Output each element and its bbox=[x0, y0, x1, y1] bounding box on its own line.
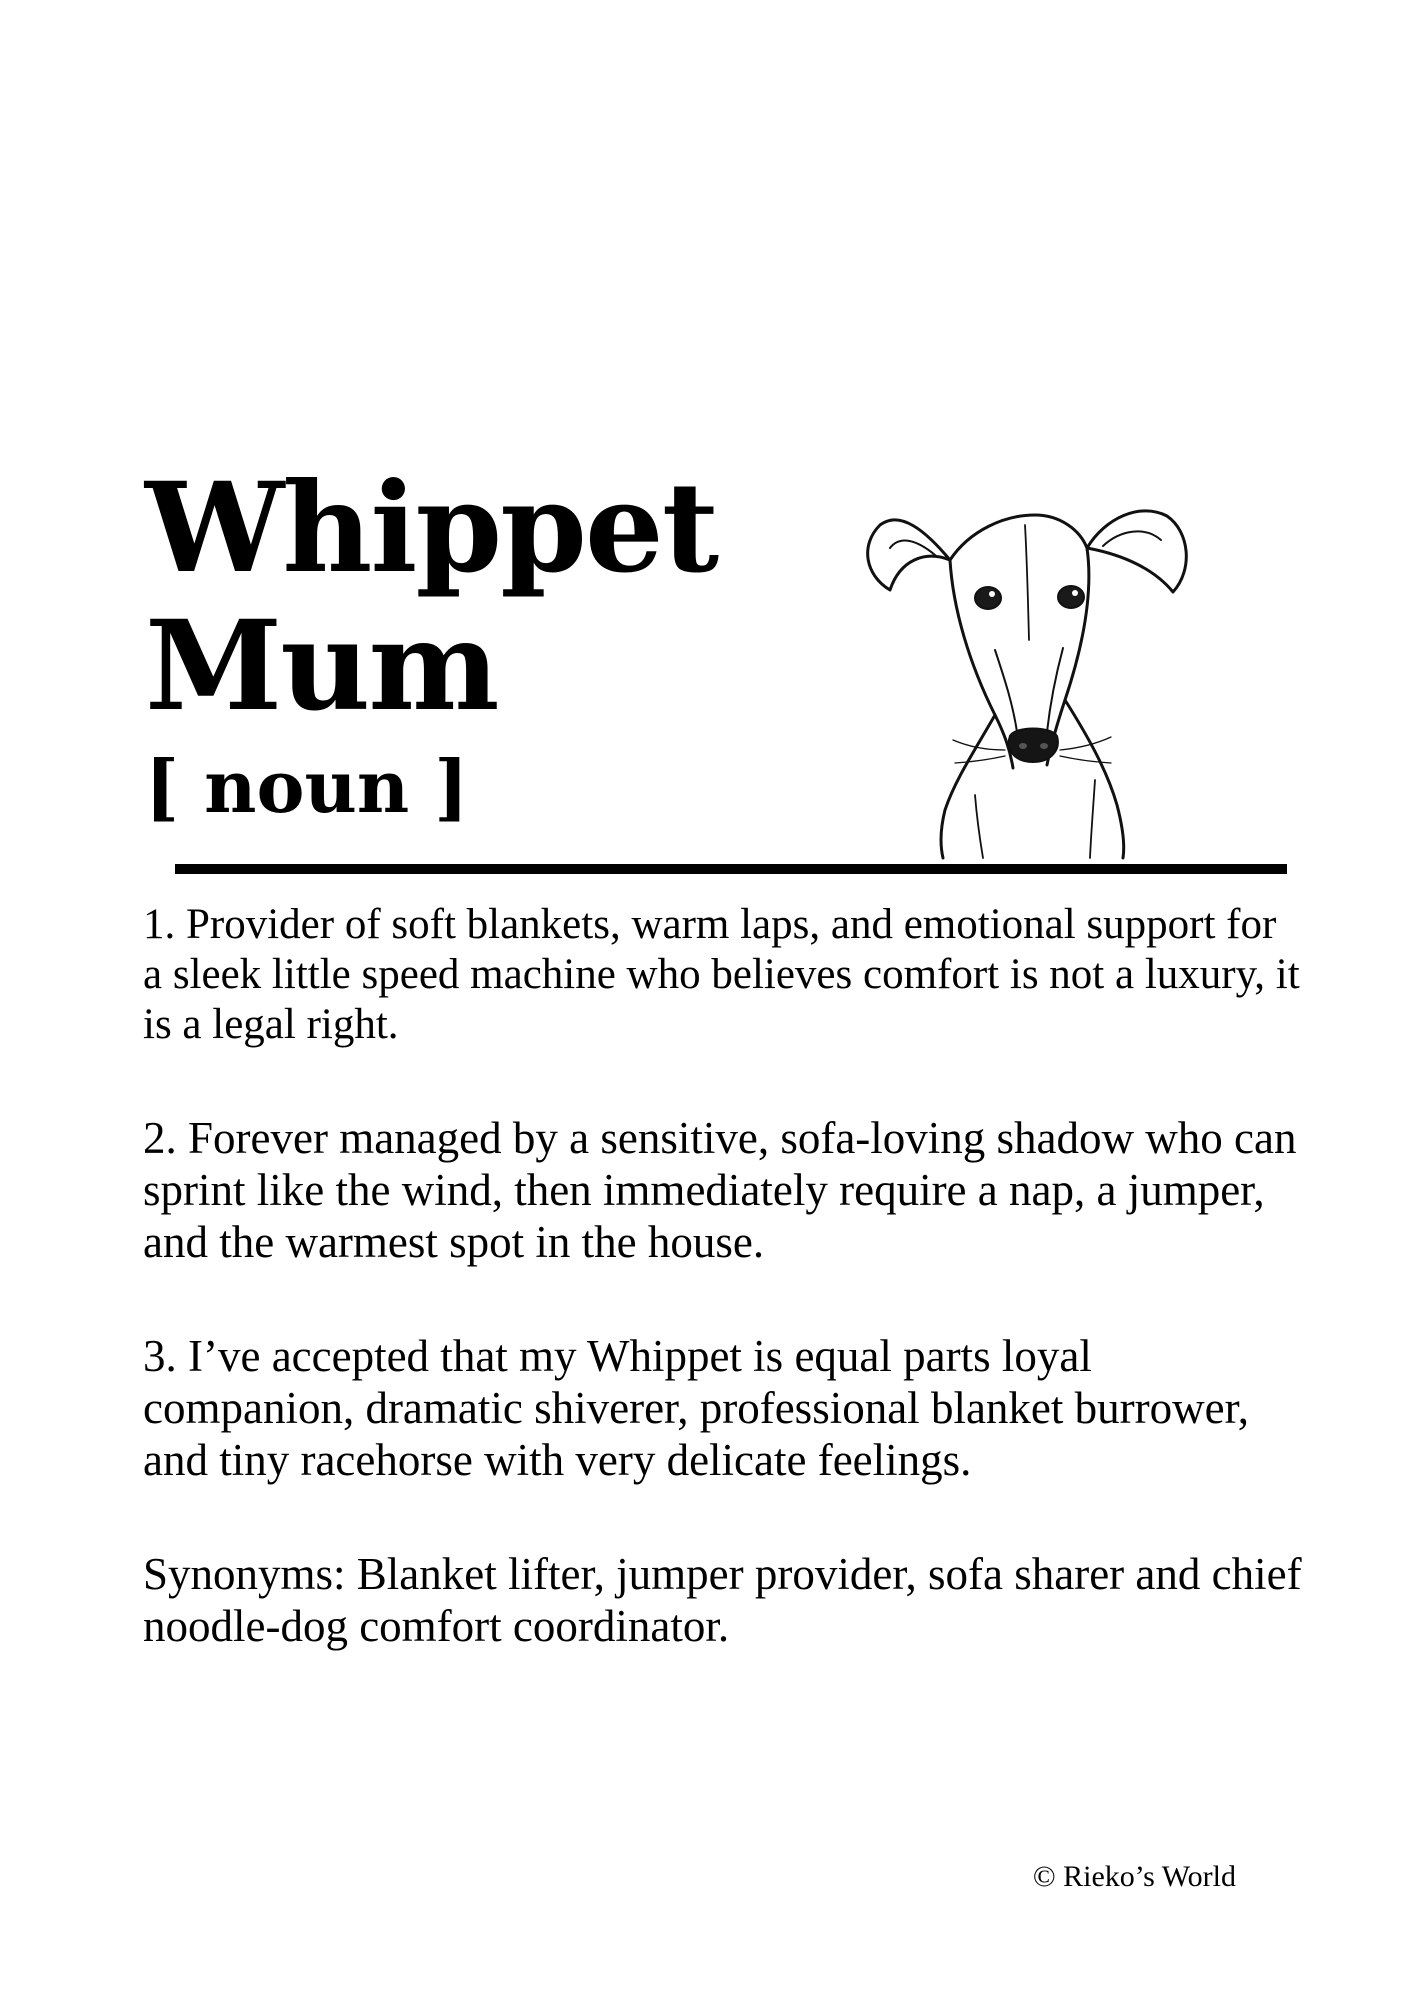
headword-title bbox=[145, 456, 718, 739]
synonyms-text: Synonyms: Blanket lifter, jumper provider, sofa sharer and chief noodle-dog comfort coordinator. bbox=[143, 1549, 1302, 1651]
definition-1: 1. Provider of soft blankets, warm laps, and emotional support for a sleek little speed machine who believes comfort is not a luxury, it is a legal right. bbox=[143, 901, 1300, 1048]
divider-rule bbox=[175, 864, 1287, 874]
part-of-speech: [ noun ] bbox=[145, 744, 469, 829]
copyright-notice: © Rieko’s World bbox=[1032, 1860, 1236, 1893]
definition-2: 2. Forever managed by a sensitive, sofa-loving shadow who can sprint like the wind, then immediately require a nap, a jumper, and the warmest spot in the house. bbox=[143, 1113, 1297, 1267]
definitions-list bbox=[143, 900, 1303, 1652]
headword-line-2: Mum bbox=[145, 594, 498, 739]
whippet-dog-icon bbox=[855, 450, 1225, 860]
definition-3: 3. I’ve accepted that my Whippet is equal parts loyal companion, dramatic shiverer, professional blanket burrower, and tiny racehorse with very delicate feelings. bbox=[143, 1331, 1250, 1485]
headword-line-1: Whippet bbox=[145, 456, 718, 601]
